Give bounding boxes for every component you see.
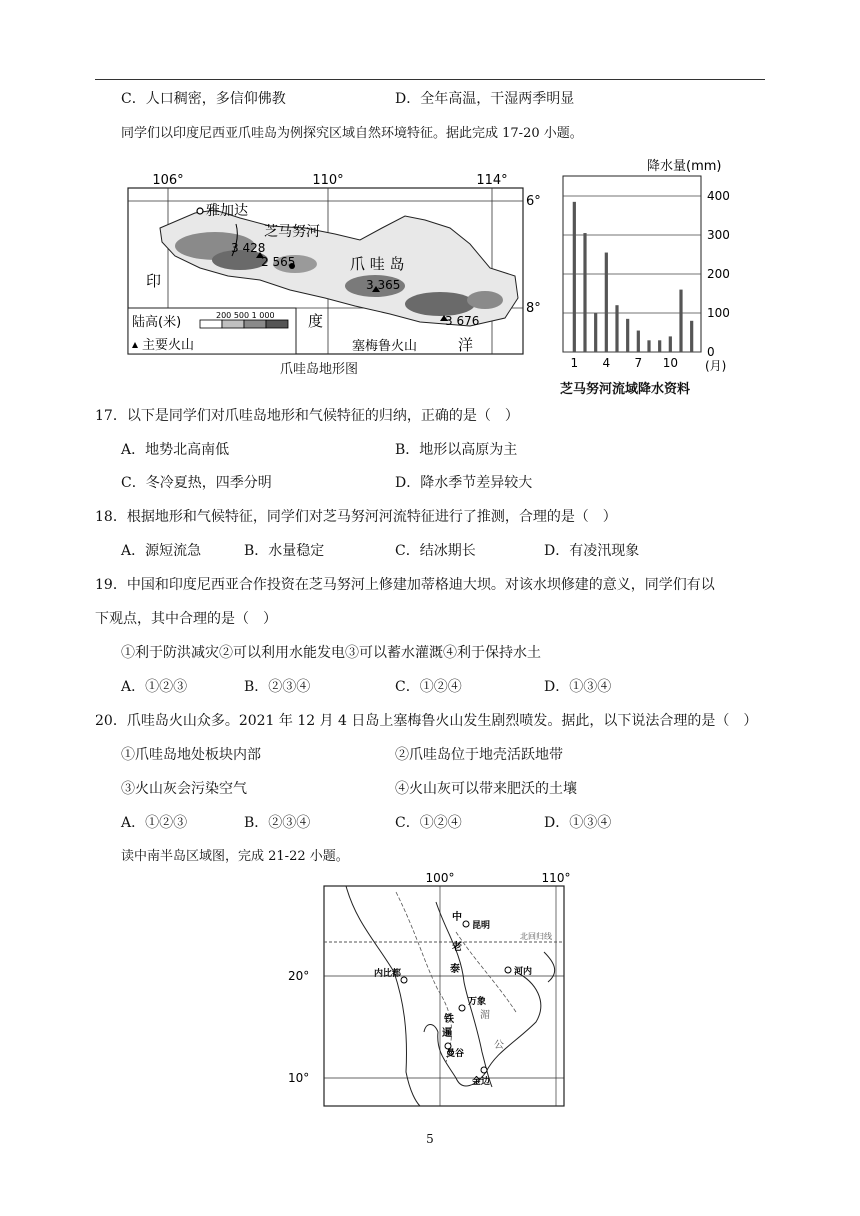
q19-option-b: B．②③④ <box>244 679 311 695</box>
label-java-island: 爪 哇 岛 <box>350 255 405 273</box>
q18-option-d: D．有凌汛现象 <box>544 543 640 559</box>
lon-114: 114° <box>476 173 508 188</box>
q20-stem: 20．爪哇岛火山众多。2021 年 12 月 4 日岛上塞梅鲁火山发生剧烈喷发。据此，以下说法合理的是（ ） <box>95 713 758 729</box>
lon-110: 110° <box>312 173 344 188</box>
x-tick-label: 10 <box>662 356 678 370</box>
bar-month-7 <box>637 331 640 352</box>
q19-option-c: C．①②④ <box>395 679 462 695</box>
chart-ylabel: 降水量(mm) <box>647 159 722 174</box>
q17-stem: 17．以下是同学们对爪哇岛地形和气候特征的归纳，正确的是（ ） <box>95 408 519 424</box>
prev-option-c: C．人口稠密，多信仰佛教 <box>121 91 286 107</box>
bar-month-5 <box>615 305 618 352</box>
precipitation-chart <box>555 152 735 377</box>
chart-caption: 芝马努河流域降水资料 <box>560 382 691 397</box>
bar-month-4 <box>605 253 608 352</box>
lat-8: 8° <box>526 301 541 316</box>
q19-stem-line2: 下观点，其中合理的是（ ） <box>95 611 277 627</box>
y-tick-label: 100 <box>707 306 730 320</box>
q18-option-a: A．源短流急 <box>121 543 202 559</box>
label-naypyidaw: 内比都 <box>374 969 402 979</box>
q19-option-d: D．①③④ <box>544 679 612 695</box>
indochina-map <box>286 872 576 1112</box>
bar-month-8 <box>647 340 650 352</box>
label-indian-yang: 洋 <box>458 336 474 354</box>
page-number: 5 <box>426 1132 434 1146</box>
header-rule <box>95 79 765 80</box>
q18-option-c: C．结冰期长 <box>395 543 476 559</box>
bar-month-6 <box>626 319 629 352</box>
x-tick-label: 7 <box>634 356 643 370</box>
q18-stem: 18．根据地形和气候特征，同学们对芝马努河河流特征进行了推测，合理的是（ ） <box>95 509 617 525</box>
label-indian-du: 度 <box>308 312 324 330</box>
peak-3676: 3 676 <box>445 314 480 328</box>
q19-statements: ①利于防洪减灾②可以利用水能发电③可以蓄水灌溉④利于保持水土 <box>121 645 541 661</box>
x-tick-label: 1 <box>570 356 579 370</box>
bar-month-10 <box>669 336 672 352</box>
label-lao: 老 <box>452 942 462 953</box>
bar-month-12 <box>690 321 693 352</box>
label-hanoi: 河内 <box>514 967 533 977</box>
lon-100: 100° <box>425 872 455 885</box>
label-semeru: 塞梅鲁火山 <box>352 339 418 354</box>
intro-17-20: 同学们以印度尼西亚爪哇岛为例探究区域自然环境特征。据此完成 17-20 小题。 <box>121 126 583 141</box>
peak-3428: 3 428 <box>231 241 266 255</box>
q20-statement-4: ④火山灰可以带来肥沃的土壤 <box>395 781 577 797</box>
label-bangkok: 曼谷 <box>446 1049 465 1059</box>
x-tick-label: 4 <box>602 356 611 370</box>
label-tropic: 北回归线 <box>520 932 552 941</box>
q20-option-b: B．②③④ <box>244 815 311 831</box>
lon-106: 106° <box>152 173 184 188</box>
peak-3365: 3 365 <box>366 278 401 292</box>
label-phnompenh: 金边 <box>472 1077 491 1087</box>
q18-option-b: B．水量稳定 <box>244 543 325 559</box>
legend-title: 陆高(米) <box>132 315 182 330</box>
label-tai: 泰 <box>450 964 460 975</box>
intro-21-22: 读中南半岛区域图，完成 21-22 小题。 <box>121 849 349 864</box>
q20-statement-2: ②爪哇岛位于地壳活跃地带 <box>395 747 563 763</box>
lat-10: 10° <box>288 1071 310 1085</box>
q17-option-a: A．地势北高南低 <box>121 442 230 458</box>
label-gong: 公 <box>494 1040 504 1051</box>
label-jakarta: 雅加达 <box>206 203 248 219</box>
q20-option-d: D．①③④ <box>544 815 612 831</box>
label-mei: 湄 <box>480 1010 490 1021</box>
label-tie: 铁 <box>444 1014 454 1025</box>
legend-volcano: 主要火山 <box>142 338 195 353</box>
bar-month-9 <box>658 340 661 352</box>
java-terrain-map <box>120 168 550 376</box>
y-tick-label: 0 <box>707 345 715 359</box>
bar-month-11 <box>679 290 682 352</box>
label-zhong: 中 <box>452 912 462 923</box>
label-xian: 暹 <box>442 1028 452 1039</box>
q19-option-a: A．①②③ <box>121 679 188 695</box>
label-vientiane: 万象 <box>468 997 487 1007</box>
q17-option-c: C．冬冷夏热，四季分明 <box>121 475 272 491</box>
lat-6: 6° <box>526 194 541 209</box>
bar-month-2 <box>583 233 586 352</box>
legend-scale: 200 500 1 000 <box>216 311 275 320</box>
prev-option-d: D．全年高温，干湿两季明显 <box>395 91 575 107</box>
bar-month-1 <box>573 202 576 352</box>
q20-option-c: C．①②④ <box>395 815 462 831</box>
label-kunming: 昆明 <box>472 921 491 931</box>
lon-110: 110° <box>541 872 571 885</box>
q20-option-a: A．①②③ <box>121 815 188 831</box>
lat-20: 20° <box>288 969 310 983</box>
y-tick-label: 400 <box>707 189 730 203</box>
q19-stem-line1: 19．中国和印度尼西亚合作投资在芝马努河上修建加蒂格迪大坝。对该水坝修建的意义，同学们有以 <box>95 577 715 593</box>
label-chimanuk-river: 芝马努河 <box>264 224 320 240</box>
bar-month-3 <box>594 313 597 352</box>
label-indian-yin: 印 <box>146 272 162 290</box>
q17-option-b: B．地形以高原为主 <box>395 442 518 458</box>
q17-option-d: D．降水季节差异较大 <box>395 475 533 491</box>
chart-xlabel: (月) <box>705 359 727 373</box>
peak-2565: 2 565 <box>261 255 296 269</box>
y-tick-label: 300 <box>707 228 730 242</box>
q20-statement-1: ①爪哇岛地处板块内部 <box>121 747 261 763</box>
q20-statement-3: ③火山灰会污染空气 <box>121 781 247 797</box>
y-tick-label: 200 <box>707 267 730 281</box>
java-map-caption: 爪哇岛地形图 <box>280 362 359 377</box>
